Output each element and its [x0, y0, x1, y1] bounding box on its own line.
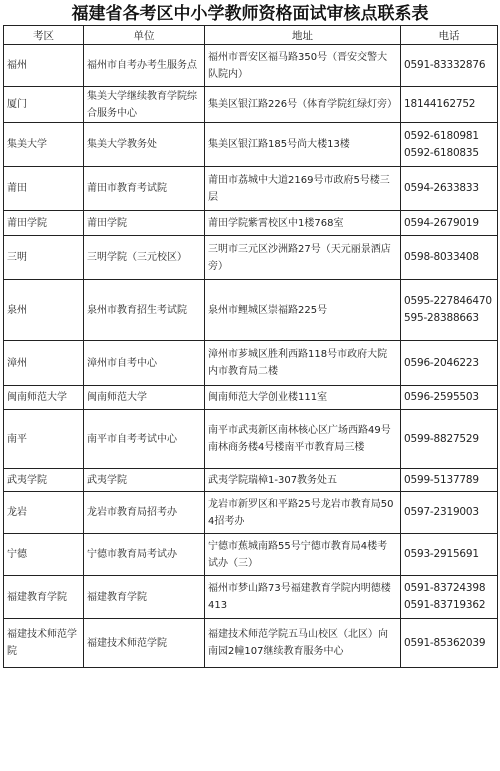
cell-area: 闽南师范大学 — [4, 386, 84, 410]
cell-area: 厦门 — [4, 87, 84, 123]
cell-area: 武夷学院 — [4, 469, 84, 492]
table-row — [4, 619, 498, 668]
cell-phone: 0598-8033408 — [401, 236, 498, 280]
cell-area: 福建技术师范学院 — [4, 619, 84, 668]
cell-area: 莆田学院 — [4, 211, 84, 236]
cell-address: 莆田学院紫霄校区中1楼768室 — [205, 211, 401, 236]
cell-unit: 闽南师范大学 — [84, 386, 205, 410]
cell-address: 集美区银江路226号（体育学院红绿灯旁） — [205, 87, 401, 123]
cell-unit: 泉州市教育招生考试院 — [84, 280, 205, 341]
table-row — [4, 45, 498, 87]
cell-unit: 福建技术师范学院 — [84, 619, 205, 668]
cell-address: 南平市武夷新区南林核心区广场西路49号南林商务楼4号楼南平市教育局三楼 — [205, 410, 401, 469]
table-header-row — [4, 26, 498, 45]
header-address: 地址 — [205, 26, 401, 45]
table-row — [4, 492, 498, 534]
cell-area: 莆田 — [4, 167, 84, 211]
cell-phone: 0591-83332876 — [401, 45, 498, 87]
cell-area: 泉州 — [4, 280, 84, 341]
table-row — [4, 410, 498, 469]
cell-phone: 0594-2633833 — [401, 167, 498, 211]
cell-area: 福州 — [4, 45, 84, 87]
cell-unit: 武夷学院 — [84, 469, 205, 492]
cell-phone: 0599-5137789 — [401, 469, 498, 492]
table-row — [4, 469, 498, 492]
cell-address: 闽南师范大学创业楼111室 — [205, 386, 401, 410]
cell-address: 龙岩市新罗区和平路25号龙岩市教育局504招考办 — [205, 492, 401, 534]
table-row — [4, 87, 498, 123]
header-area: 考区 — [4, 26, 84, 45]
cell-phone: 0597-2319003 — [401, 492, 498, 534]
table-row — [4, 236, 498, 280]
table-row — [4, 280, 498, 341]
cell-phone: 0594-2679019 — [401, 211, 498, 236]
cell-address: 泉州市鲤城区崇福路225号 — [205, 280, 401, 341]
cell-phone: 0592-6180981 0592-6180835 — [401, 123, 498, 167]
cell-address: 福建技术师范学院五马山校区（北区）向南园2幢107继续教育服务中心 — [205, 619, 401, 668]
table-row — [4, 386, 498, 410]
cell-phone: 0595-227846470595-28388663 — [401, 280, 498, 341]
header-unit: 单位 — [84, 26, 205, 45]
cell-unit: 集美大学继续教育学院综合服务中心 — [84, 87, 205, 123]
cell-phone: 0591-83724398 0591-83719362 — [401, 576, 498, 619]
table-row — [4, 576, 498, 619]
cell-phone: 18144162752 — [401, 87, 498, 123]
cell-phone: 0599-8827529 — [401, 410, 498, 469]
cell-unit: 莆田学院 — [84, 211, 205, 236]
cell-area: 三明 — [4, 236, 84, 280]
cell-address: 福州市梦山路73号福建教育学院内明德楼413 — [205, 576, 401, 619]
cell-unit: 三明学院（三元校区） — [84, 236, 205, 280]
cell-unit: 集美大学教务处 — [84, 123, 205, 167]
table-row — [4, 123, 498, 167]
cell-phone: 0593-2915691 — [401, 534, 498, 576]
cell-area: 集美大学 — [4, 123, 84, 167]
table-row — [4, 167, 498, 211]
contact-table — [3, 25, 498, 668]
table-row — [4, 534, 498, 576]
cell-address: 宁德市蕉城南路55号宁德市教育局4楼考试办（三） — [205, 534, 401, 576]
cell-address: 三明市三元区沙洲路27号（天元丽景酒店旁） — [205, 236, 401, 280]
cell-area: 漳州 — [4, 341, 84, 386]
cell-phone: 0596-2046223 — [401, 341, 498, 386]
cell-address: 集美区银江路185号尚大楼13楼 — [205, 123, 401, 167]
cell-unit: 漳州市自考中心 — [84, 341, 205, 386]
cell-phone: 0596-2595503 — [401, 386, 498, 410]
cell-address: 漳州市芗城区胜利西路118号市政府大院内市教育局二楼 — [205, 341, 401, 386]
table-row — [4, 341, 498, 386]
cell-area: 福建教育学院 — [4, 576, 84, 619]
cell-area: 龙岩 — [4, 492, 84, 534]
header-phone: 电话 — [401, 26, 498, 45]
cell-address: 莆田市荔城中大道2169号市政府5号楼三层 — [205, 167, 401, 211]
cell-phone: 0591-85362039 — [401, 619, 498, 668]
cell-unit: 莆田市教育考试院 — [84, 167, 205, 211]
cell-address: 福州市晋安区福马路350号（晋安交警大队院内） — [205, 45, 401, 87]
cell-unit: 福州市自考办考生服务点 — [84, 45, 205, 87]
cell-area: 宁德 — [4, 534, 84, 576]
cell-unit: 南平市自考考试中心 — [84, 410, 205, 469]
cell-unit: 龙岩市教育局招考办 — [84, 492, 205, 534]
cell-unit: 福建教育学院 — [84, 576, 205, 619]
cell-address: 武夷学院瑞樟1-307教务处五 — [205, 469, 401, 492]
table-row — [4, 211, 498, 236]
cell-unit: 宁德市教育局考试办 — [84, 534, 205, 576]
cell-area: 南平 — [4, 410, 84, 469]
page-title: 福建省各考区中小学教师资格面试审核点联系表 — [71, 4, 429, 24]
